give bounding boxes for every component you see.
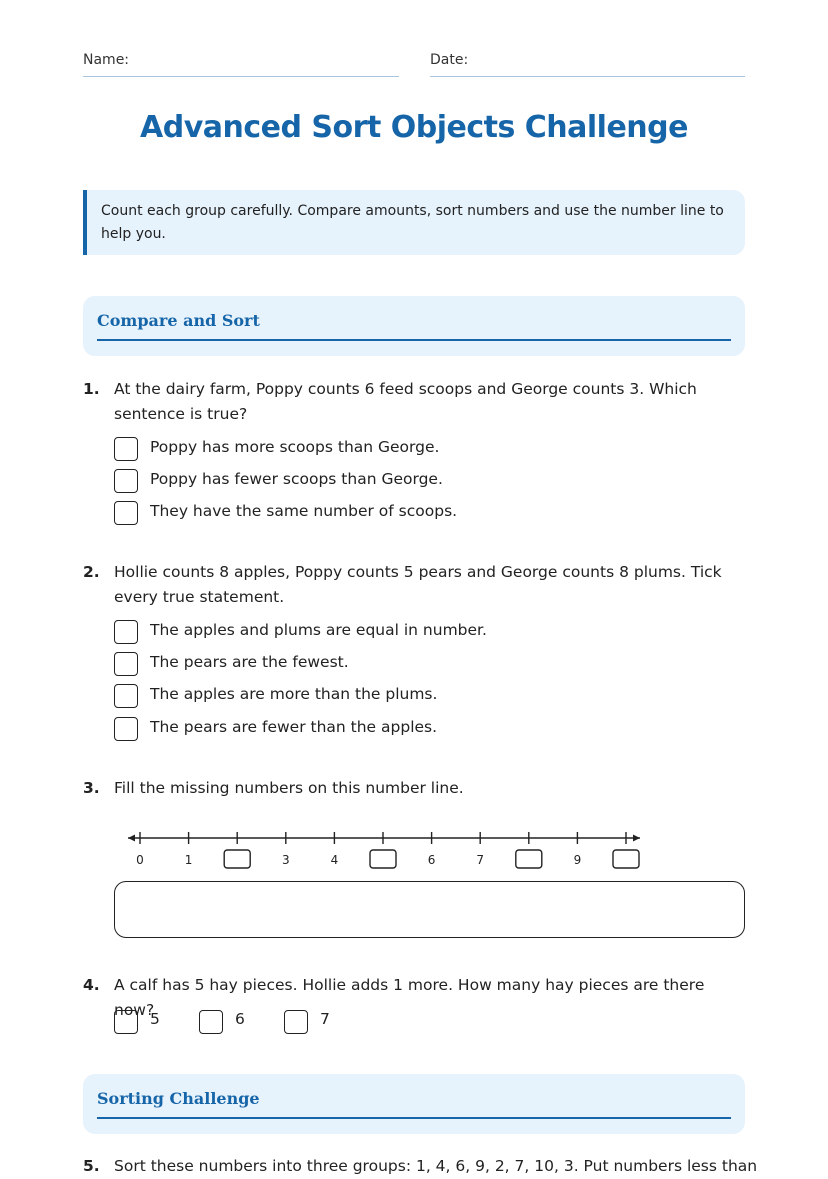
question-text: Fill the missing numbers on this number line. (114, 779, 464, 797)
checkbox[interactable] (114, 684, 138, 708)
question-number: 4. (83, 976, 100, 994)
number-line-label: 9 (573, 853, 582, 867)
section-underline (97, 339, 731, 341)
question-number: 5. (83, 1157, 100, 1175)
number-line-label: 6 (427, 853, 436, 867)
question-text: Hollie counts 8 apples, Poppy counts 5 pears and George counts 8 plums. Tick every true statement. (114, 563, 722, 606)
number-line-left-arrow (128, 835, 135, 842)
instructions-box: Count each group carefully. Compare amounts, sort numbers and use the number line to help you. (83, 190, 745, 255)
number-line-label: 1 (184, 853, 193, 867)
section-compare-and-sort (83, 296, 745, 356)
checkbox[interactable] (114, 652, 138, 676)
date-label: Date: (430, 52, 469, 68)
section-underline (97, 1117, 731, 1119)
answer-box[interactable] (114, 881, 745, 938)
option-label: 5 (150, 1010, 160, 1028)
option-label: The pears are fewer than the apples. (150, 718, 438, 736)
name-underline (83, 76, 399, 77)
option-label: The pears are the fewest. (150, 653, 349, 671)
checkbox[interactable] (114, 717, 138, 741)
option-label: The apples are more than the plums. (150, 685, 438, 703)
option-label: Poppy has more scoops than George. (150, 438, 440, 456)
number-line-blank-box[interactable] (370, 850, 396, 868)
section-title: Compare and Sort (97, 311, 260, 330)
option-label: The apples and plums are equal in number. (150, 621, 487, 639)
option-label: 7 (320, 1010, 330, 1028)
question-text: At the dairy farm, Poppy counts 6 feed scoops and George counts 3. Which sentence is true? (114, 380, 697, 423)
number-line-blank-box[interactable] (224, 850, 250, 868)
checkbox[interactable] (199, 1010, 223, 1034)
option-label: 6 (235, 1010, 245, 1028)
number-line-right-arrow (633, 835, 640, 842)
checkbox[interactable] (114, 501, 138, 525)
number-line-label: 3 (281, 853, 290, 867)
name-date-row (83, 52, 745, 78)
number-line-label: 7 (476, 853, 485, 867)
question-text: Sort these numbers into three groups: 1, 4, 6, 9, 2, 7, 10, 3. Put numbers less than (114, 1157, 758, 1175)
option-label: They have the same number of scoops. (150, 502, 458, 520)
section-sorting-challenge (83, 1074, 745, 1134)
question-number: 3. (83, 779, 100, 797)
name-label: Name: (83, 52, 130, 68)
number-line-label: 4 (330, 853, 339, 867)
page-title: Advanced Sort Objects Challenge (140, 110, 688, 145)
checkbox[interactable] (114, 437, 138, 461)
section-title: Sorting Challenge (97, 1089, 260, 1108)
question-text: A calf has 5 hay pieces. Hollie adds 1 more. How many hay pieces are there now? (114, 976, 705, 1019)
number-line-blank-box[interactable] (613, 850, 639, 868)
question-number: 2. (83, 563, 100, 581)
checkbox[interactable] (114, 469, 138, 493)
question-number: 1. (83, 380, 100, 398)
option-label: Poppy has fewer scoops than George. (150, 470, 443, 488)
checkbox[interactable] (114, 1010, 138, 1034)
name-field[interactable] (83, 52, 399, 68)
number-line-blank-box[interactable] (516, 850, 542, 868)
checkbox[interactable] (114, 620, 138, 644)
number-line (128, 826, 648, 874)
date-underline (430, 76, 745, 77)
number-line-label: 0 (136, 853, 144, 867)
date-field[interactable] (430, 52, 745, 68)
checkbox[interactable] (284, 1010, 308, 1034)
